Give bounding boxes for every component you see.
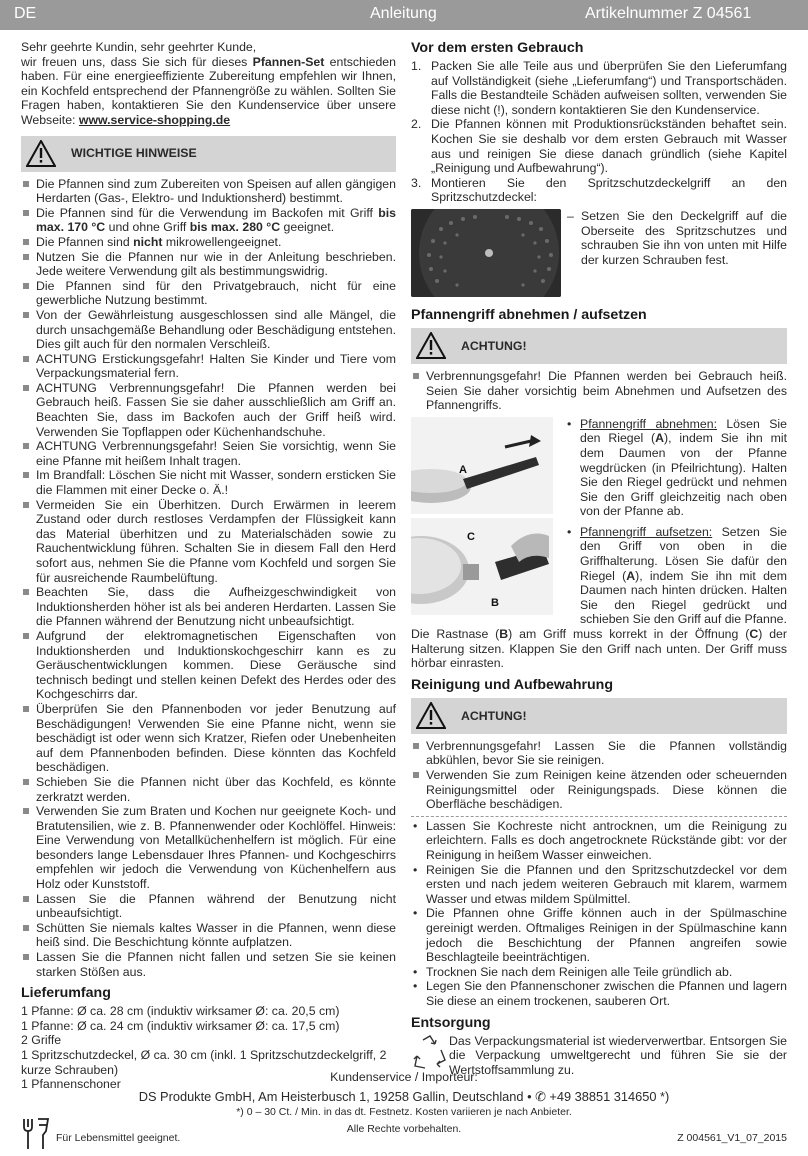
label-a: A bbox=[459, 463, 467, 476]
cleaning-warning-title: ACHTUNG! bbox=[461, 708, 527, 723]
scope-item: 1 Pfanne: Ø ca. 28 cm (induktiv wirksamer Ø: ca. 20,5 cm) bbox=[21, 1004, 340, 1019]
list-item: • Lassen Sie Kochreste nicht antrocknen, um die Reinigung zu erleichtern. Falls es doch angetrocknete Rückstände gibt: vor der Reinigung in heißem Wasser einweichen. bbox=[411, 819, 787, 863]
lid-assembly bbox=[411, 209, 787, 299]
list-item: • Trocknen Sie nach dem Reinigen alle Teile gründlich ab. bbox=[411, 965, 787, 980]
language-code: DE bbox=[14, 5, 37, 22]
step-item: 3. Montieren Sie den Spritzschutzdeckelgriff an den Spritzschutzdeckel: bbox=[411, 175, 787, 205]
handle-warning-title: ACHTUNG! bbox=[461, 338, 527, 353]
important-notes-title: WICHTIGE HINWEISE bbox=[71, 146, 197, 161]
splash-guard-image bbox=[411, 209, 561, 297]
recycle-icon bbox=[411, 1034, 449, 1074]
cleaning-title: Reinigung und Aufbewahrung bbox=[411, 676, 614, 693]
scope-title: Lieferumfang bbox=[21, 985, 111, 1002]
list-item: ACHTUNG Erstickungsgefahr! Halten Sie Kinder und Tiere vom Verpackungsmaterial fern. bbox=[21, 352, 396, 381]
handle-title: Pfannengriff abnehmen / aufsetzen bbox=[411, 306, 647, 323]
list-item: Nutzen Sie die Pfannen nur wie in der Anleitung beschrieben. Jede weitere Verwendung gilt als bestimmungswidrig. bbox=[21, 250, 396, 279]
notch-paragraph: Die Rastnase (B) am Griff muss korrekt in der Öffnung (C) der Halterung sitzen. Klappen Sie den Griff nach unten. Der Griff muss hörbar einrasten. bbox=[411, 627, 787, 671]
list-item: Verbrennungsgefahr! Lassen Sie die Pfannen vollständig abkühlen, bevor Sie sie reinigen. bbox=[411, 739, 787, 768]
scope-item: 2 Griffe bbox=[21, 1033, 62, 1048]
list-item: Verbrennungsgefahr! Die Pfannen werden bei Gebrauch heiß. Seien Sie daher vorsichtig beim Abnehmen und Aufsetzen des Pfannengriffs. bbox=[411, 369, 787, 413]
handle-warning-box bbox=[411, 328, 787, 364]
document-code: Z 004561_V1_07_2015 bbox=[677, 1132, 787, 1144]
intro-paragraph: wir freuen uns, dass Sie sich für dieses Pfannen-Set entschieden haben. Für eine energieeffiziente Zubereitung empfehlen wir Ihnen, ein Kochfeld entsprechend der Pfannengröße zu wählen. Sollten Sie Fragen haben, kontaktieren Sie den Kundenservice über unsere Webseite: www.service-shopping.de bbox=[21, 54, 396, 127]
divider bbox=[411, 816, 787, 817]
cleaning-warning-box bbox=[411, 698, 787, 734]
list-item: Vermeiden Sie ein Überhitzen. Durch Erwärmen in leerem Zustand oder durch restloses Verdampfen der Flüssigkeit kann das Material überhitzen und zu Materialschäden sowie zu Rauchentwicklung führen. Schalten Sie in diesem Fall den Herd sofort aus, nehmen Sie die Pfanne vom Kochfeld und sorgen Sie für ausreichende Raumbelüftung. bbox=[21, 498, 396, 586]
label-b: B bbox=[491, 596, 499, 609]
handle-images bbox=[411, 417, 553, 627]
list-item: ACHTUNG Verbrennungsgefahr! Seien Sie vorsichtig, wenn Sie eine Pfanne mit heißem Inhalt tragen. bbox=[21, 439, 396, 468]
list-item: • Legen Sie den Pfannenschoner zwischen die Pfannen und lagern Sie diese an einem trockenen, sauberen Ort. bbox=[411, 979, 787, 1008]
list-item: ACHTUNG Verbrennungsgefahr! Die Pfannen werden bei Gebrauch heiß. Fassen Sie sie daher ausschließlich am Griff an. Beachten Sie, dass im Backofen auch der Griff heiß wird. Verwenden Sie Topflappen oder Küchenhandschuhe. bbox=[21, 381, 396, 439]
right-column bbox=[411, 40, 787, 1077]
step-item: 2. Die Pfannen können mit Produktionsrückständen behaftet sein. Kochen Sie sie deshalb vor dem ersten Gebrauch mit Wasser aus und reinigen Sie diese danach gründlich (siehe Kapitel „Reinigung und Aufbewahrung“). bbox=[411, 117, 787, 176]
lid-instruction: – Setzen Sie den Deckelgriff auf die Oberseite des Spritzschutzes und schrauben Sie ihn von unten mit Hilfe der kurzen Schrauben fest. bbox=[561, 209, 787, 299]
cleaning-warning-list bbox=[411, 739, 787, 812]
warning-icon bbox=[411, 328, 451, 364]
list-item: Verwenden Sie zum Braten und Kochen nur geeignete Koch- und Bratutensilien, wie z. B. Pfannenwender oder Kochlöffel. Hinweis: Eine Verwendung von Metallküchenhelfern ist möglich. Für eine besonders lange Lebensdauer Ihres Pfannen- und Kochgeschirrs empfehlen wir jedoch die Verwendung von Küchenhelfern aus Holz oder Kunststoff. bbox=[21, 804, 396, 892]
list-item: Die Pfannen sind zum Zubereiten von Speisen auf allen gängigen Herdarten (Gas-, Elektro- und Induktionsherd) bestimmt. bbox=[21, 177, 396, 206]
warning-icon bbox=[411, 698, 451, 734]
list-item: Die Pfannen sind nicht mikrowellengeeignet. bbox=[21, 235, 396, 250]
list-item: Von der Gewährleistung ausgeschlossen sind alle Mängel, die durch unsachgemäße Behandlung oder Beschädigung entstehen. Dies gilt auch für den normalen Verschleiß. bbox=[21, 308, 396, 352]
cleaning-list bbox=[411, 819, 787, 1009]
footer-address: DS Produkte GmbH, Am Heisterbusch 1, 19258 Gallin, Deutschland • ✆ +49 38851 314650 *) bbox=[138, 1089, 670, 1104]
step-item: 1. Packen Sie alle Teile aus und überprüfen Sie den Lieferumfang auf Vollständigkeit (siehe „Lieferumfang“) und Transportschäden. Falls die Bestandteile Schäden aufweisen sollten, verwenden Sie diese nicht (!), sondern kontaktieren Sie den Kundenservice. bbox=[411, 59, 787, 117]
disposal-title: Entsorgung bbox=[411, 1014, 491, 1031]
disposal-text: Das Verpackungsmaterial ist wiederverwertbar. Entsorgen Sie die Verpackung umweltgerecht und führen Sie sie der Wertstoffsammlung zu. bbox=[449, 1033, 787, 1077]
left-column bbox=[21, 40, 396, 1092]
list-item: Im Brandfall: Löschen Sie nicht mit Wasser, sondern ersticken Sie die Flammen mit einer Decke o. Ä.! bbox=[21, 468, 396, 497]
handle-instructions bbox=[411, 417, 787, 627]
article-number: Artikelnummer Z 04561 bbox=[585, 5, 752, 22]
list-item: • Pfannengriff abnehmen: Lösen Sie den Riegel (A), indem Sie ihn mit dem Daumen von der Pfanne wegdrücken (in Pfeilrichtung). Halten Sie den Riegel gedrückt und nehmen Sie den Griff gleichzeitig nach oben von der Pfanne ab. bbox=[565, 417, 787, 519]
header-bar bbox=[0, 0, 808, 30]
list-item: Aufgrund der elektromagnetischen Eigenschaften von Induktionsherden und Induktionskochgeschirr kann es zu Geräuschentwicklungen kommen. Diese Geräusche sind technisch bedingt und stellen keinen Defekt des Herdes oder des Kochgeschirrs dar. bbox=[21, 629, 396, 702]
food-safe-icon bbox=[20, 1117, 52, 1151]
document-type: Anleitung bbox=[370, 5, 437, 22]
list-item: Die Pfannen sind für die Verwendung im Backofen mit Griff bis max. 170 °C und ohne Griff bis max. 280 °C geeignet. bbox=[21, 206, 396, 235]
footer-rights: Alle Rechte vorbehalten. bbox=[346, 1123, 462, 1135]
handle-attach-image bbox=[411, 518, 553, 615]
list-item: Beachten Sie, dass die Aufheizgeschwindigkeit von Induktionsherden höher ist als bei anderen Herdarten. Lassen Sie die Pfannen während der Benutzung nicht unbeaufsichtigt. bbox=[21, 585, 396, 629]
list-item: Schieben Sie die Pfannen nicht über das Kochfeld, es könnte zerkratzt werden. bbox=[21, 775, 396, 804]
list-item: Lassen Sie die Pfannen während der Benutzung nicht unbeaufsichtigt. bbox=[21, 892, 396, 921]
list-item: Schütten Sie niemals kaltes Wasser in die Pfannen, wenn diese heiß sind. Die Beschichtung könnte aufplatzen. bbox=[21, 921, 396, 950]
food-safe-label: Für Lebensmittel geeignet. bbox=[56, 1132, 181, 1144]
service-link[interactable]: www.service-shopping.de bbox=[78, 112, 231, 127]
list-item: • Reinigen Sie die Pfannen und den Spritzschutzdeckel vor dem ersten und nach jedem weiteren Gebrauch mit klarem, warmem Wasser und etwas mildem Spülmittel. bbox=[411, 863, 787, 907]
handle-remove-image bbox=[411, 417, 553, 514]
important-notes-box bbox=[21, 136, 396, 172]
scope-item: 1 Spritzschutzdeckel, Ø ca. 30 cm (inkl. 1 Spritzschutzdeckelgriff, 2 kurze Schrauben) bbox=[21, 1048, 387, 1077]
footer-note: *) 0 – 30 Ct. / Min. in das dt. Festnetz. Kosten variieren je nach Anbieter. bbox=[236, 1106, 572, 1118]
list-item: Überprüfen Sie den Pfannenboden vor jeder Benutzung auf Beschädigungen! Verwenden Sie eine Pfanne nicht, wenn sie beschädigt ist oder wenn sich Kratzer, Riefen oder Unebenheiten auf dem Pfannenboden befinden. Diese könnten das Kochfeld beschädigen. bbox=[21, 702, 396, 775]
list-item: Lassen Sie die Pfannen nicht fallen und setzen Sie sie keinen starken Stößen aus. bbox=[21, 950, 396, 979]
warning-icon bbox=[21, 136, 61, 172]
list-item: • Pfannengriff aufsetzen: Setzen Sie den Griff von oben in die Griffhalterung. Lösen Sie dafür den Riegel (A), indem Sie ihn mit dem Daumen nach hinten drücken. Halten Sie den Riegel gedrückt und schieben Sie den Griff auf die Pfanne. bbox=[565, 525, 787, 627]
handle-warning-list bbox=[411, 369, 787, 413]
first-use-title: Vor dem ersten Gebrauch bbox=[411, 40, 584, 56]
greeting: Sehr geehrte Kundin, sehr geehrter Kunde, bbox=[21, 40, 257, 54]
list-item: Die Pfannen sind für den Privatgebrauch, nicht für eine gewerbliche Nutzung bestimmt. bbox=[21, 279, 396, 308]
important-notes-list bbox=[21, 177, 396, 980]
scope-item: 1 Pfannenschoner bbox=[21, 1077, 121, 1092]
list-item: Verwenden Sie zum Reinigen keine ätzenden oder scheuernden Reinigungsmittel oder Reinigungspads. Diese können die Oberfläche beschädigen. bbox=[411, 768, 787, 812]
first-use-steps bbox=[411, 59, 787, 205]
label-c: C bbox=[467, 530, 475, 543]
footer-service: Kundenservice / Importeur: bbox=[330, 1070, 478, 1084]
handle-steps bbox=[553, 417, 787, 627]
list-item: • Die Pfannen ohne Griffe können auch in der Spülmaschine gereinigt werden. Oftmaliges Reinigen in der Spülmaschine kann jedoch die Beschichtung der Pfannen angreifen sowie Beschlagteile beeinträchtigen. bbox=[411, 906, 787, 964]
scope-item: 1 Pfanne: Ø ca. 24 cm (induktiv wirksamer Ø: ca. 17,5 cm) bbox=[21, 1018, 340, 1033]
